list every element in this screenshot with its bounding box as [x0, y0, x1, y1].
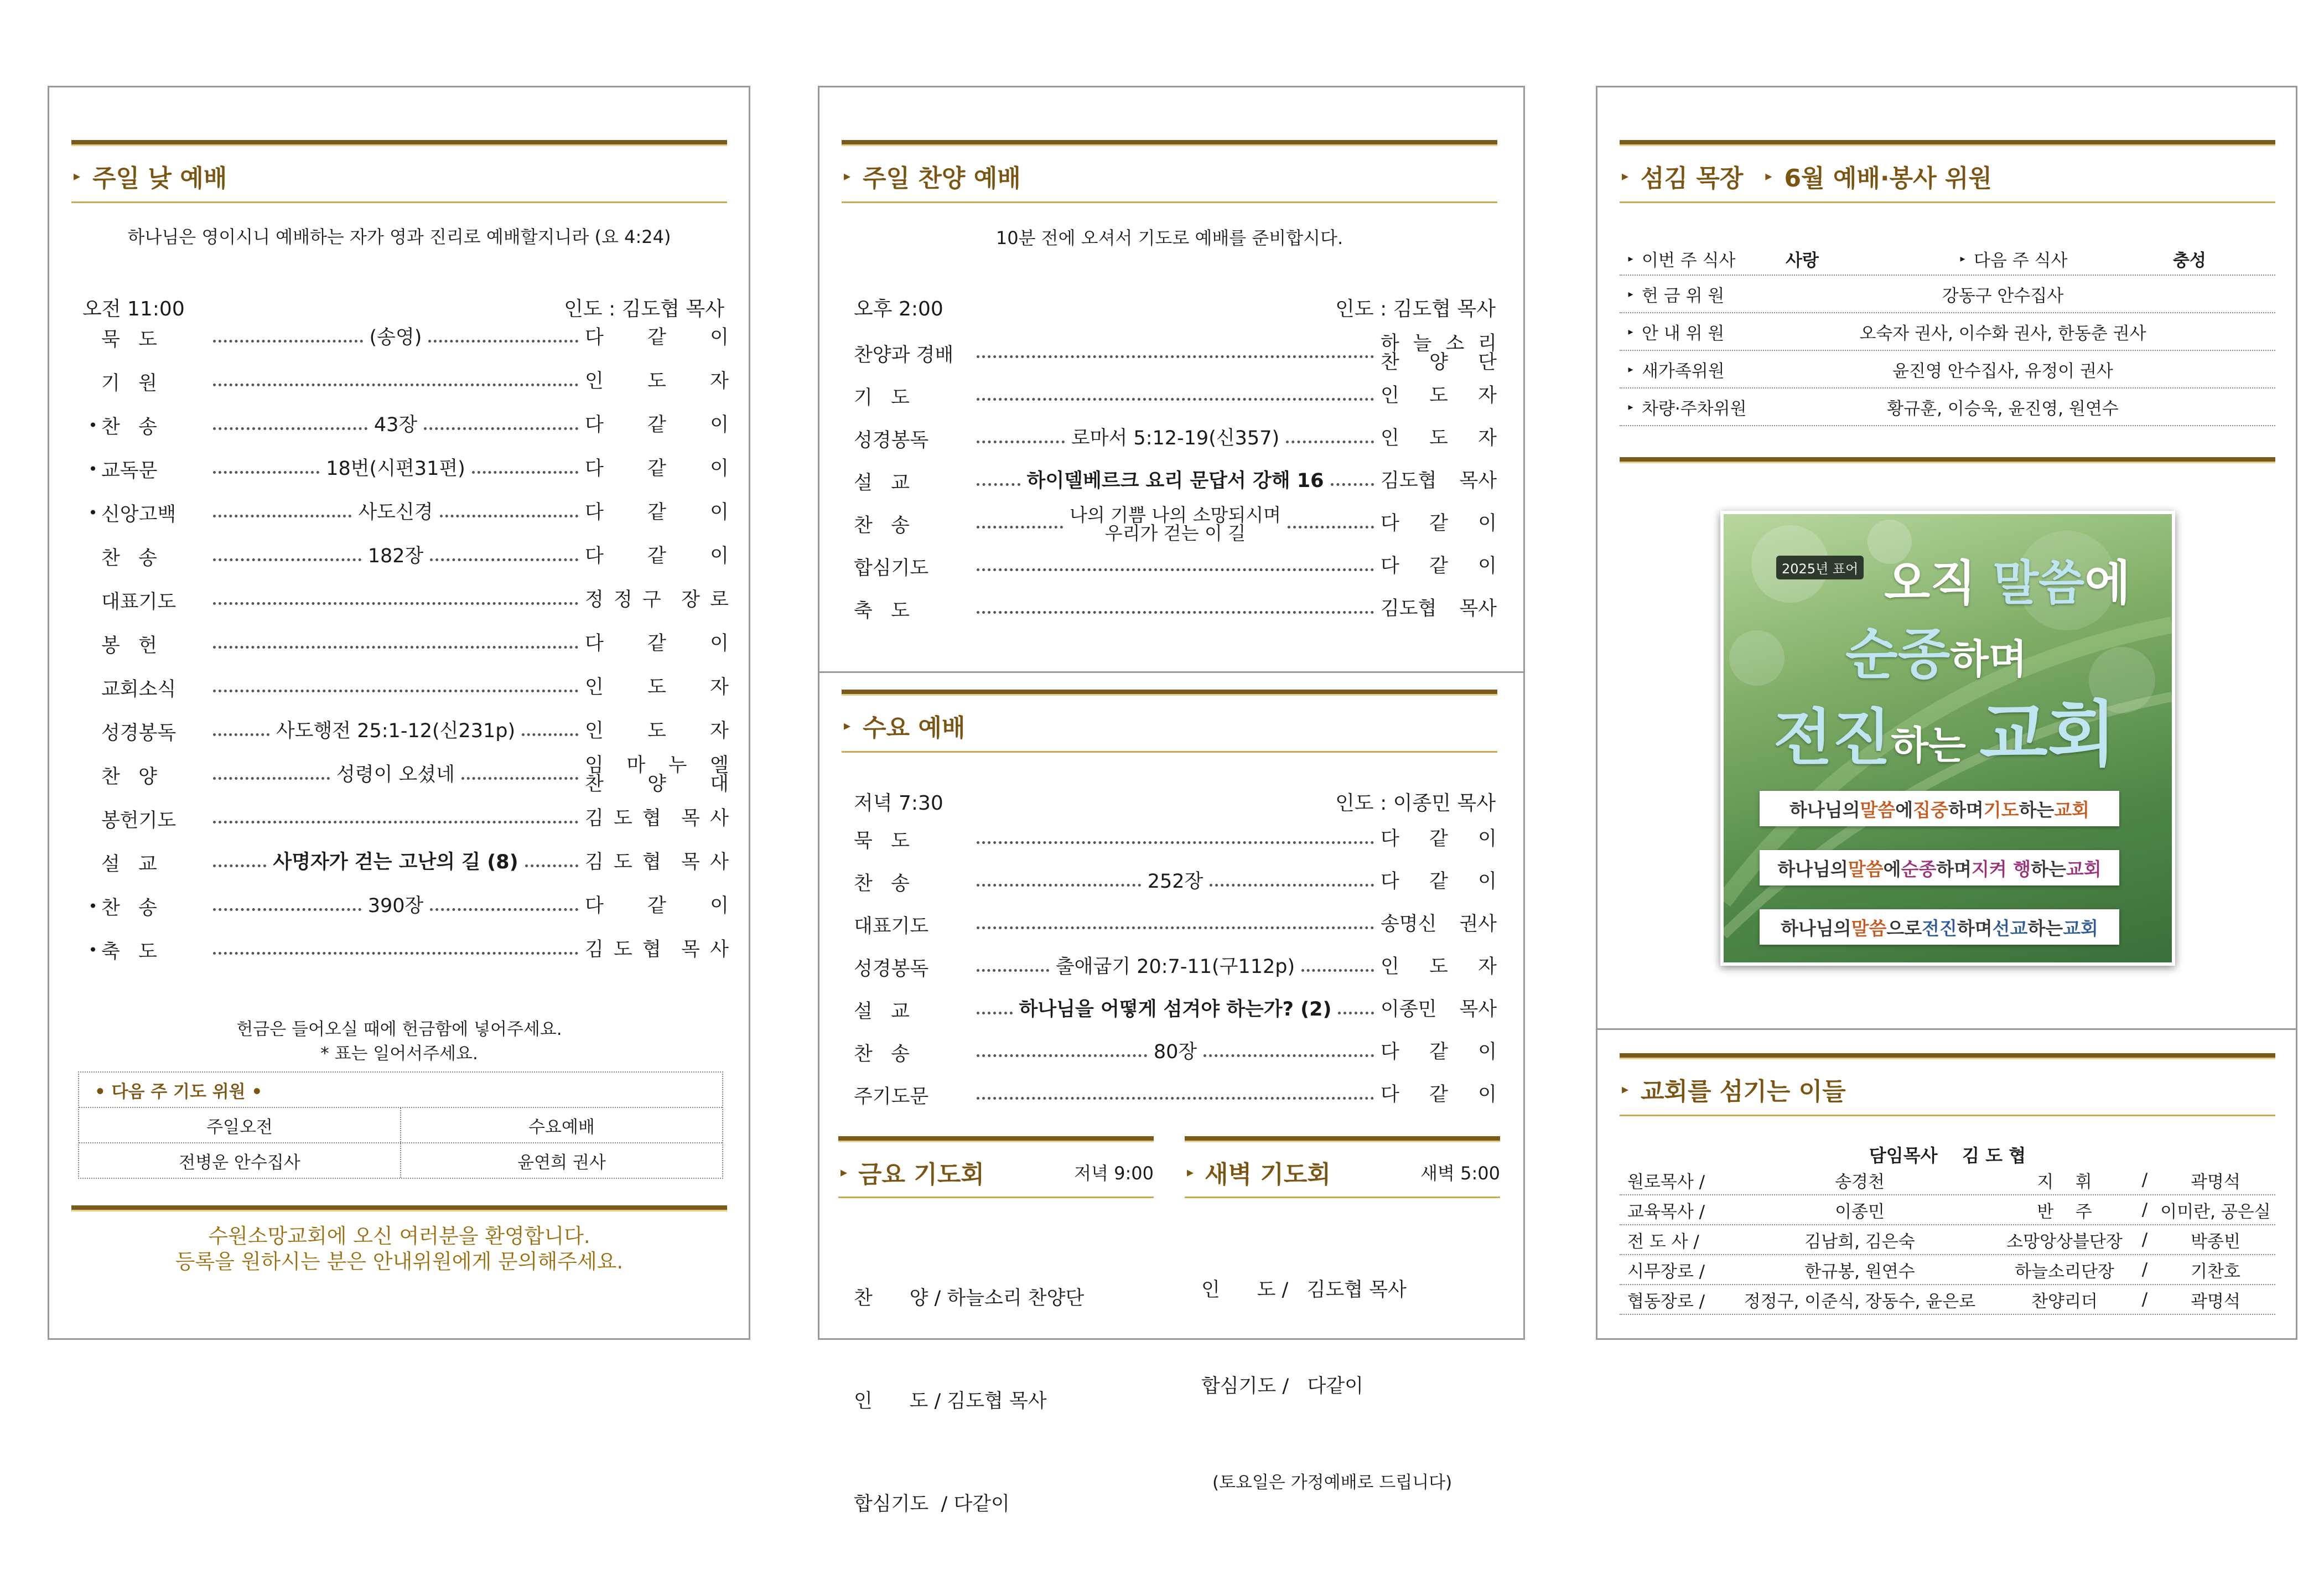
leader-dots: [213, 690, 578, 692]
separator: /: [2141, 1170, 2148, 1190]
serving-row: [1620, 389, 2275, 426]
worship-item: [85, 578, 729, 622]
friday-header: ▸ 금요 기도회 저녁 9:00: [838, 1136, 1154, 1198]
item-label: 교회소식: [101, 678, 177, 701]
standing-mark: •: [88, 941, 98, 959]
motto-line-3: [1773, 677, 2116, 779]
leader-dots: [472, 471, 578, 474]
serving-header: ▸ 섬김 목장 ▸ 6월 예배·봉사 위원: [1620, 140, 2275, 203]
staff-row: [1620, 1255, 2275, 1285]
senior-pastor: 담임목사 김 도 협: [1869, 1145, 2026, 1166]
motto-line-1: [1884, 545, 2130, 613]
item-label: 찬 송: [854, 872, 910, 895]
item-content: 출애굽기 20:7-11(구112p): [1055, 956, 1295, 978]
worship-item: [85, 447, 729, 491]
staff-role: 하늘소리단장: [2015, 1261, 2114, 1282]
item-content: 252장: [1147, 871, 1204, 893]
dawn-time: 새벽 5:00: [1420, 1163, 1500, 1184]
sunday-praise-header: ▸ 주일 찬양 예배: [842, 140, 1497, 203]
staff-header: ▸ 교회를 섬기는 이들: [1620, 1053, 2275, 1116]
motto-word: 순종: [1845, 623, 1950, 686]
item-performer: 인 도 자: [585, 720, 729, 742]
section-title-2: 6월 예배·봉사 위원: [1784, 164, 1992, 193]
worship-item: [854, 861, 1497, 903]
serving-row: [1620, 313, 2275, 351]
banner-word: 하나님의: [1781, 917, 1851, 939]
prayer-header-sunday: 주일오전: [79, 1108, 401, 1142]
leader-dots: [1331, 483, 1374, 486]
serving-bottom-rule: [1620, 457, 2275, 463]
staff-name: 기찬호: [2191, 1261, 2240, 1282]
item-performer: 김도협 목사: [1381, 598, 1497, 620]
worship-item: [854, 946, 1497, 988]
this-week-meal: 사랑: [1786, 250, 1819, 271]
item-performer: 다 같 이: [1381, 828, 1497, 850]
leader-dots: [440, 515, 578, 517]
item-label: 묵 도: [854, 830, 910, 852]
motto-banner: [1760, 909, 2119, 945]
banner-word: 교회: [2066, 858, 2102, 880]
item-label: 축 도: [854, 599, 910, 622]
item-performer: 인 도 자: [1381, 956, 1497, 978]
worship-item: [854, 903, 1497, 946]
next-week-meal: 충성: [2173, 250, 2206, 271]
dawn-note: (토요일은 가정예배로 드립니다): [1212, 1473, 1452, 1493]
serving-row: [1620, 351, 2275, 389]
offering-note: 헌금은 들어오실 때에 헌금함에 넣어주세요.: [236, 1019, 562, 1039]
leader-dots: [977, 1012, 1013, 1014]
item-performer: 김 도 협 목 사: [585, 939, 729, 961]
separator: /: [2141, 1289, 2148, 1309]
service-leader: 인도 : 김도협 목사: [1335, 298, 1496, 320]
leader-dots: [977, 1097, 1374, 1100]
leader-dots: [977, 841, 1374, 844]
banner-word: 하며: [1948, 799, 1984, 821]
worship-item: [85, 841, 729, 884]
staff-name: 이종민: [1835, 1201, 1885, 1222]
item-content: 로마서 5:12-19(신357): [1071, 427, 1280, 449]
leader-dots: [977, 1054, 1147, 1057]
dawn-line: 인 도 / 김도협 목사: [1201, 1279, 1407, 1301]
item-label: 찬 송: [101, 416, 157, 438]
item-label: 기 원: [101, 372, 157, 395]
section-title: 금요 기도회: [858, 1161, 984, 1189]
bullet-icon: ▸: [1628, 363, 1633, 375]
leader-dots: [977, 398, 1374, 401]
worship-item: [854, 332, 1497, 375]
leader-dots: [213, 952, 578, 955]
item-label: 봉헌기도: [101, 809, 177, 832]
leader-dots: [977, 884, 1141, 887]
item-label: 성경봉독: [101, 722, 177, 744]
item-content: 18번(시편31편): [326, 458, 465, 480]
wednesday-header: ▸ 수요 예배: [842, 690, 1497, 753]
motto-word: 하며: [1950, 636, 2027, 682]
leader-dots: [977, 483, 1020, 486]
staff-role: 협동장로 /: [1627, 1291, 1705, 1312]
motto-poster: [1720, 511, 2175, 966]
item-content: 성령이 오셨네: [336, 764, 455, 786]
service-leader: 인도 : 김도협 목사: [564, 298, 724, 320]
leader-dots: [213, 427, 367, 430]
staff-list: [1620, 1166, 2275, 1315]
staff-name: 이미란, 공은실: [2160, 1201, 2271, 1222]
worship-item: [85, 491, 729, 535]
motto-word: 에: [2084, 556, 2131, 611]
item-content: (송영): [369, 327, 422, 349]
prayer-header-wednesday: 수요예배: [528, 1117, 595, 1137]
item-label: 찬양과 경배: [854, 344, 954, 366]
prayer-committee-box: [78, 1071, 723, 1179]
staff-row: [1620, 1285, 2275, 1315]
banner-word: 선교: [1992, 917, 2028, 939]
friday-line: 합심기도 / 다같이: [854, 1493, 1010, 1515]
banner-word: 지켜 행: [1972, 858, 2031, 880]
service-time: 오후 2:00: [854, 298, 943, 320]
motto-word: 교회: [1979, 693, 2116, 776]
serving-role: 헌 금 위 원: [1642, 286, 1725, 306]
serving-people: 황규훈, 이승욱, 윤진영, 원연수: [1887, 398, 2119, 419]
serving-role: 안 내 위 원: [1642, 323, 1725, 344]
worship-item: [854, 818, 1497, 861]
item-content: 나의 기쁨 나의 소망되시며 우리가 걷는 이 길: [1069, 504, 1282, 544]
leader-dots: [977, 568, 1374, 571]
serving-role: 새가족위원: [1642, 361, 1725, 381]
leader-dots: [1288, 526, 1374, 529]
staff-role: 지 휘: [2037, 1172, 2092, 1192]
prayer-value-wednesday: 윤연희 권사: [517, 1152, 606, 1173]
item-content: 사도신경: [358, 501, 433, 524]
leader-dots: [977, 969, 1049, 972]
motto-word: 전진: [1773, 702, 1891, 773]
worship-item: [854, 417, 1497, 460]
leader-dots: [213, 908, 361, 911]
worship-item: [85, 884, 729, 928]
motto-banner: [1760, 791, 2119, 826]
worship-item: [854, 1074, 1497, 1116]
bullet-icon: ▸: [1628, 325, 1633, 338]
worship-item: [85, 797, 729, 841]
separator: /: [2141, 1260, 2148, 1280]
serving-people: 윤진영 안수집사, 유정이 권사: [1892, 361, 2113, 381]
serving-role: 차량·주차위원: [1642, 398, 1747, 419]
leader-dots: [213, 340, 363, 343]
banner-word: 전진: [1922, 917, 1957, 939]
item-label: 찬 송: [101, 897, 157, 919]
leader-dots: [977, 926, 1374, 929]
leader-dots: [1210, 884, 1374, 887]
service-time: 오전 11:00: [82, 298, 185, 320]
serving-people: 강동구 안수집사: [1942, 286, 2064, 306]
item-performer: 다 같 이: [585, 545, 729, 567]
this-week-meal-label: 이번 주 식사: [1642, 250, 1736, 271]
standing-mark: •: [88, 460, 98, 478]
item-performer: 다 같 이: [1381, 512, 1497, 535]
worship-item: [85, 403, 729, 447]
staff-row: [1620, 1166, 2275, 1195]
leader-dots: [522, 733, 578, 736]
friday-line: 찬 양 / 하늘소리 찬양단: [854, 1287, 1085, 1309]
banner-word: 으로: [1886, 917, 1922, 939]
leader-dots: [977, 355, 1374, 358]
leader-dots: [213, 733, 269, 736]
worship-item: [854, 588, 1497, 630]
worship-item: [854, 460, 1497, 503]
worship-item: [85, 535, 729, 578]
banner-word: 교회: [2063, 917, 2098, 939]
item-performer: 다 같 이: [585, 327, 729, 349]
dawn-line: 합심기도 / 다같이: [1201, 1375, 1363, 1397]
sunday-morning-header: ▸ 주일 낮 예배: [71, 140, 727, 203]
banner-word: 에: [1895, 799, 1913, 821]
banner-word: 하나님의: [1789, 799, 1860, 821]
worship-item: [85, 928, 729, 972]
worship-item: [85, 753, 729, 797]
item-label: 기 도: [854, 386, 910, 409]
banner-word: 순종: [1901, 858, 1937, 880]
separator: /: [2141, 1230, 2148, 1250]
banner-word: 하는: [2027, 917, 2063, 939]
item-label: 대표기도: [854, 915, 929, 938]
item-label: 설 교: [854, 472, 910, 494]
worship-item: [85, 622, 729, 666]
item-performer: 송명신 권사: [1381, 913, 1497, 935]
motto-word: 오직: [1884, 556, 1993, 611]
item-label: 성경봉독: [854, 429, 929, 452]
banner-word: 하는: [2031, 858, 2066, 880]
worship-item: [854, 503, 1497, 545]
item-performer: 다 같 이: [585, 633, 729, 655]
item-label: 신앙고백: [101, 503, 177, 526]
item-content: 390장: [367, 895, 424, 917]
banner-word: 하며: [1957, 917, 1993, 939]
banner-word: 하며: [1936, 858, 1972, 880]
banner-word: 에: [1883, 858, 1901, 880]
dawn-header: ▸ 새벽 기도회 새벽 5:00: [1185, 1136, 1500, 1198]
banner-word: 하나님의: [1777, 858, 1848, 880]
banner-word: 말씀: [1848, 858, 1884, 880]
item-performer: 다 같 이: [585, 414, 729, 436]
worship-item: [854, 988, 1497, 1031]
serving-panel: [1596, 86, 2297, 1340]
leader-dots: [213, 384, 578, 386]
worship-item: [854, 375, 1497, 417]
item-label: 찬 송: [854, 1043, 910, 1065]
standing-mark: •: [88, 416, 98, 434]
item-performer: 다 같 이: [1381, 1041, 1497, 1063]
item-label: 봉 헌: [101, 634, 157, 657]
leader-dots: [461, 777, 578, 780]
item-performer: 인 도 자: [585, 370, 729, 392]
item-label: 축 도: [101, 940, 157, 963]
item-performer: 김도협 목사: [1381, 470, 1497, 492]
serving-table: ▸ 이번 주 식사 사랑 ▸ 다음 주 식사 충성 ▸ 헌 금 위 원 강동구 안수집사 ▸ 안 내 위 원 오숙자 권사, 이수화 권사, 한동춘 권사 ▸ 새가족위원 윤진영 안수집사, 유정이 권사 ▸ 차량·주차위원 황규훈, 이승욱, 윤진영, 원연수: [1620, 242, 2275, 426]
item-performer: 이종민 목사: [1381, 998, 1497, 1021]
item-performer: 다 같 이: [585, 895, 729, 917]
banner-word: 말씀: [1860, 799, 1896, 821]
leader-dots: [525, 864, 578, 867]
bullet-icon: ▸: [1628, 288, 1633, 300]
staff-row: [1620, 1225, 2275, 1255]
item-performer: 하 늘 소 리 찬 양 단: [1381, 333, 1497, 374]
item-label: 주기도문: [854, 1085, 929, 1108]
item-content: 하이델베르크 요리 문답서 강해 16: [1026, 470, 1324, 492]
staff-row: [1620, 1195, 2275, 1225]
staff-name: 곽명석: [2191, 1291, 2240, 1312]
leader-dots: [430, 908, 578, 911]
item-content: 사명자가 걷는 고난의 길 (8): [273, 851, 518, 873]
leader-dots: [1301, 969, 1374, 972]
service-leader: 인도 : 이종민 목사: [1335, 792, 1496, 815]
leader-dots: [213, 602, 578, 605]
item-label: 찬 송: [101, 547, 157, 569]
banner-word: 교회: [2054, 799, 2089, 821]
banner-word: 집중: [1913, 799, 1948, 821]
staff-role: 전 도 사 /: [1627, 1231, 1699, 1252]
banner-word: 기도: [1983, 799, 2019, 821]
staff-role: 시무장로 /: [1627, 1261, 1705, 1282]
item-performer: 임 마 누 엘 찬 양 대: [585, 754, 729, 795]
friday-line: 인 도 / 김도협 목사: [854, 1390, 1047, 1412]
welcome-line-2: 등록을 원하시는 분은 안내위원에게 문의해주세요.: [175, 1250, 624, 1273]
leader-dots: [1204, 1054, 1374, 1057]
staff-role: 소망앙상블단장: [2006, 1231, 2123, 1252]
serving-people: 오숙자 권사, 이수화 권사, 한동춘 권사: [1859, 323, 2146, 344]
item-content: 182장: [367, 545, 424, 567]
worship-item: [854, 1031, 1497, 1074]
banner-word: 말씀: [1851, 917, 1887, 939]
service-time: 저녁 7:30: [854, 792, 943, 815]
leader-dots: [424, 427, 578, 430]
section-title: 새벽 기도회: [1205, 1161, 1331, 1189]
prayer-value-sunday: 전병운 안수집사: [79, 1143, 401, 1178]
worship-item: [85, 709, 729, 753]
item-label: 설 교: [101, 853, 157, 876]
worship-item: [85, 316, 729, 360]
worship-item: [85, 360, 729, 403]
leader-dots: [977, 526, 1063, 529]
welcome-footer: [71, 1205, 727, 1275]
standing-mark: •: [88, 504, 98, 522]
staff-role: 교육목사 /: [1627, 1201, 1705, 1222]
leader-dots: [1338, 1012, 1374, 1014]
motto-word: 말씀: [1993, 556, 2085, 611]
staff-name: 박종빈: [2191, 1231, 2240, 1252]
item-performer: 인 도 자: [585, 676, 729, 698]
item-label: 설 교: [854, 1000, 910, 1023]
item-performer: 다 같 이: [585, 458, 729, 480]
leader-dots: [977, 611, 1374, 614]
item-performer: 정 정 구 장 로: [585, 589, 729, 611]
worship-verse: 하나님은 영이시니 예배하는 자가 영과 진리로 예배할지니라 (요 4:24): [127, 226, 671, 247]
staff-name: 송경천: [1835, 1172, 1885, 1192]
item-performer: 다 같 이: [1381, 1084, 1497, 1106]
item-performer: 다 같 이: [1381, 871, 1497, 893]
section-title: 주일 찬양 예배: [863, 164, 1021, 193]
worship-item: [85, 666, 729, 709]
friday-time: 저녁 9:00: [1074, 1163, 1154, 1184]
separator: /: [2141, 1200, 2148, 1220]
item-content: 43장: [374, 414, 418, 436]
motto-year-badge: 2025년 표어: [1776, 556, 1864, 579]
staff-name: 정정구, 이준식, 장동수, 윤은로: [1744, 1291, 1976, 1312]
section-title: 교회를 섬기는 이들: [1641, 1078, 1846, 1106]
worship-item: [854, 545, 1497, 588]
leader-dots: [213, 471, 319, 474]
serving-row: [1620, 276, 2275, 313]
praise-and-wednesday-panel: [818, 86, 1525, 1515]
section-title: 주일 낮 예배: [92, 164, 227, 193]
staff-name: 한규봉, 원연수: [1804, 1261, 1915, 1282]
staff-name: 김남희, 김은숙: [1804, 1231, 1915, 1252]
staff-name: 곽명석: [2191, 1172, 2240, 1192]
leader-dots: [213, 646, 578, 649]
section-title: 수요 예배: [863, 714, 966, 742]
staff-role: 원로목사 /: [1627, 1172, 1705, 1192]
standing-note: * 표는 일어서주세요.: [320, 1044, 478, 1064]
prepare-note: 10분 전에 오셔서 기도로 예배를 준비합시다.: [995, 227, 1343, 248]
item-label: 찬 양: [101, 765, 157, 788]
item-performer: 다 같 이: [585, 501, 729, 524]
prayer-box-title: • 다음 주 기도 위원 •: [79, 1073, 722, 1108]
leader-dots: [428, 340, 578, 343]
item-label: 교독문: [101, 459, 158, 482]
item-performer: 김 도 협 목 사: [585, 807, 729, 830]
item-content: 사도행전 25:1-12(신231p): [276, 720, 516, 742]
leader-dots: [977, 441, 1065, 443]
sunday-morning-panel: [48, 86, 750, 1340]
staff-role: 반 주: [2037, 1201, 2092, 1222]
item-label: 대표기도: [101, 591, 177, 613]
section-title-1: 섬김 목장: [1641, 164, 1744, 193]
item-performer: 인 도 자: [1381, 385, 1497, 407]
banner-word: 하는: [2019, 799, 2055, 821]
item-label: 찬 송: [854, 514, 910, 537]
item-label: 성경봉독: [854, 957, 929, 980]
item-content: 하나님을 어떻게 섬겨야 하는가? (2): [1019, 998, 1332, 1021]
item-label: 합심기도: [854, 557, 929, 579]
item-content: 80장: [1153, 1041, 1197, 1063]
motto-word: 하는: [1891, 723, 1980, 768]
leader-dots: [430, 558, 578, 561]
leader-dots: [213, 864, 266, 867]
bullet-icon: ▸: [1628, 401, 1633, 413]
leader-dots: [213, 821, 578, 824]
leader-dots: [213, 777, 330, 780]
welcome-line-1: 수원소망교회에 오신 여러분을 환영합니다.: [208, 1224, 590, 1248]
staff-role: 찬양리더: [2031, 1291, 2098, 1312]
standing-mark: •: [88, 897, 98, 915]
next-week-meal-label: 다음 주 식사: [1974, 250, 2068, 271]
item-label: 묵 도: [101, 328, 157, 351]
item-performer: 인 도 자: [1381, 427, 1497, 449]
item-performer: 다 같 이: [1381, 555, 1497, 577]
leader-dots: [213, 558, 361, 561]
motto-banner: [1760, 850, 2119, 885]
leader-dots: [213, 515, 351, 517]
leader-dots: [1286, 441, 1374, 443]
item-performer: 김 도 협 목 사: [585, 851, 729, 873]
